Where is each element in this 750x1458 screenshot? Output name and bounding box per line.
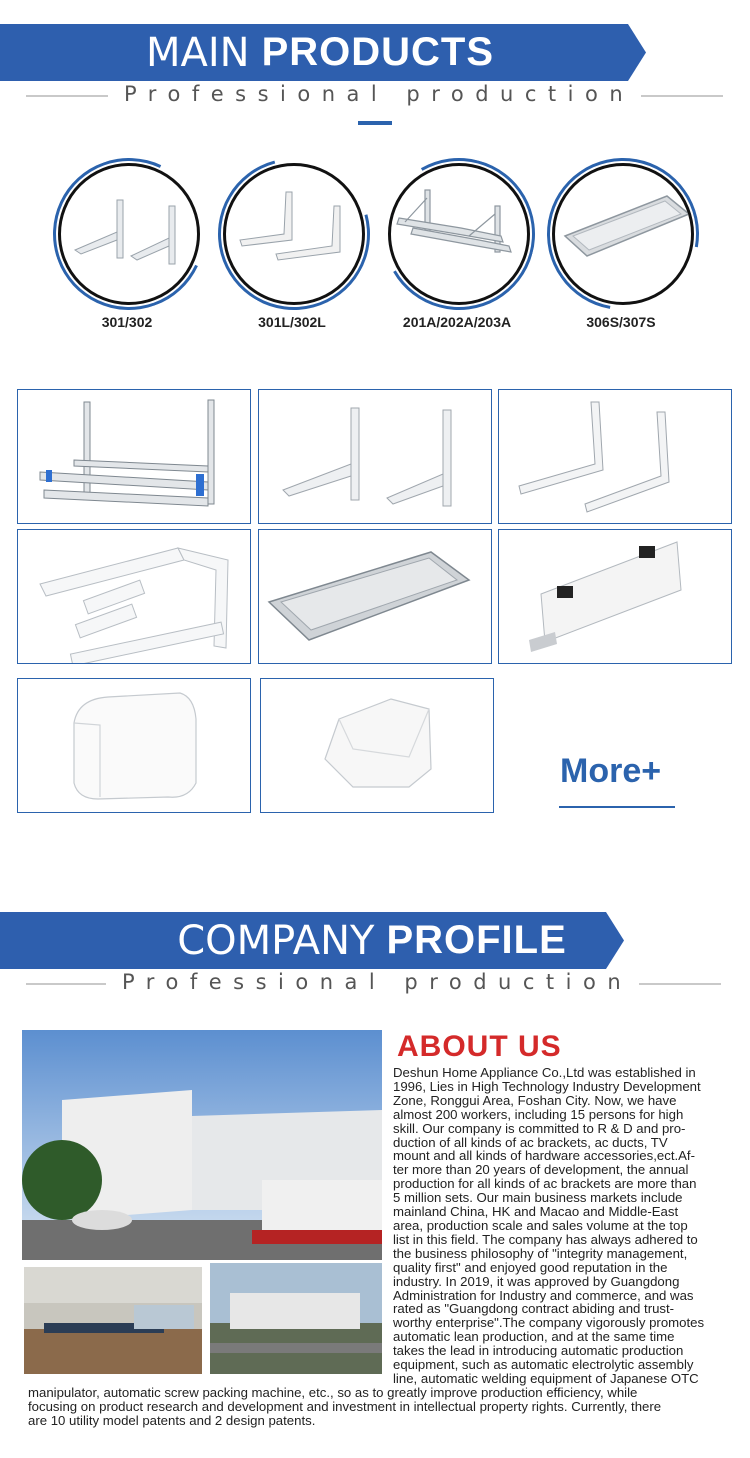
title-bold-text: PROFILE xyxy=(386,918,567,962)
about-line: automatic lean production, and at the same time xyxy=(393,1329,675,1345)
about-text-full xyxy=(28,1386,728,1428)
main-products-subtitle: Professional production xyxy=(124,82,635,106)
more-underline xyxy=(559,806,675,808)
product-card[interactable] xyxy=(17,529,251,664)
product-card[interactable] xyxy=(498,529,732,664)
more-link[interactable]: More+ xyxy=(560,752,662,790)
product-card[interactable] xyxy=(260,678,494,813)
circle-label-301: 301/302 xyxy=(101,314,153,330)
about-line: Zone, Ronggui Area, Foshan City. Now, we have xyxy=(393,1092,677,1108)
factory-aerial-icon xyxy=(210,1263,382,1374)
about-line: almost 200 workers, including 15 persons for high xyxy=(393,1106,684,1122)
drain-tray-icon xyxy=(259,530,491,663)
product-card[interactable] xyxy=(258,529,492,664)
about-line: are 10 utility model patents and 2 design patents. xyxy=(28,1412,316,1428)
company-profile-banner xyxy=(0,912,646,969)
factory-exterior-photo xyxy=(22,1030,382,1260)
product-card[interactable] xyxy=(17,678,251,813)
product-circle-201a[interactable] xyxy=(388,163,530,305)
product-circle-306s[interactable] xyxy=(552,163,694,305)
office-photo xyxy=(24,1267,202,1374)
about-line: takes the lead in introducing automatic production xyxy=(393,1343,684,1359)
divider-line-right xyxy=(639,983,721,985)
about-line: manipulator, automatic screw packing machine, etc., so as to greatly improve production efficiency, while xyxy=(28,1385,638,1400)
wall-bracket-icon xyxy=(226,166,362,302)
adjustable-bracket-icon xyxy=(18,390,250,523)
about-line: Deshun Home Appliance Co.,Ltd was established in xyxy=(393,1065,696,1080)
about-line: line, automatic welding equipment of Japanese OTC xyxy=(393,1370,699,1386)
about-us-title: ABOUT US xyxy=(397,1030,562,1063)
about-line: production for all kinds of ac brackets are more than xyxy=(393,1176,697,1192)
about-line: ter more than 20 years of development, the annual xyxy=(393,1162,689,1178)
title-bold-text: PRODUCTS xyxy=(261,30,495,74)
accent-bar xyxy=(358,121,392,125)
wall-bracket-icon xyxy=(259,390,491,523)
about-line: worthy enterprise".The company vigorously promotes xyxy=(393,1315,705,1331)
duct-cover-icon xyxy=(18,679,250,812)
title-light-text: COMPANY xyxy=(177,917,375,964)
circle-label-306s: 306S/307S xyxy=(586,314,656,330)
circle-label-301l: 301L/302L xyxy=(258,314,326,330)
about-line: industry. In 2019, it was approved by Guangdong xyxy=(393,1273,680,1289)
drain-tray-icon xyxy=(555,166,691,302)
main-products-title xyxy=(0,24,640,81)
company-profile-title xyxy=(0,912,744,969)
about-line: mount and all kinds of hardware accessories,ect.Af- xyxy=(393,1148,695,1164)
product-card[interactable] xyxy=(498,389,732,524)
about-line: mainland China, HK and Macao and Middle-East xyxy=(393,1204,679,1220)
about-line: rated as "Guangdong contract abiding and trust- xyxy=(393,1301,675,1317)
about-line: the business philosophy of "integrity management, xyxy=(393,1245,688,1261)
about-line: focusing on product research and development and investment in intellectual property rights. Currently, there xyxy=(28,1398,662,1414)
duct-kit-icon xyxy=(18,530,250,663)
mount-block-icon xyxy=(499,530,731,663)
steel-bracket-icon xyxy=(391,166,527,302)
product-circle-301l[interactable] xyxy=(223,163,365,305)
product-card[interactable] xyxy=(17,389,251,524)
divider-line-right xyxy=(641,95,723,97)
about-line: 1996, Lies in High Technology Industry Development xyxy=(393,1078,701,1094)
wall-bracket-icon xyxy=(61,166,197,302)
about-line: area, production scale and sales volume at the top xyxy=(393,1217,688,1233)
title-light-text: MAIN xyxy=(145,29,250,76)
about-line: list in this field. The company has always adhered to xyxy=(393,1231,698,1247)
factory-aerial-photo xyxy=(210,1263,382,1374)
product-circle-301[interactable] xyxy=(58,163,200,305)
about-text-right xyxy=(393,1066,733,1386)
divider-line-left xyxy=(26,983,106,985)
wall-bracket-icon xyxy=(499,390,731,523)
office-interior-icon xyxy=(24,1267,202,1374)
about-line: quality first" and enjoyed good reputation in the xyxy=(393,1259,668,1275)
main-products-banner xyxy=(0,24,646,81)
product-card[interactable] xyxy=(258,389,492,524)
duct-elbow-icon xyxy=(261,679,493,812)
about-line: equipment, such as automatic electrolytic assembly xyxy=(393,1357,694,1373)
about-line: duction of all kinds of ac brackets, ac ducts, TV xyxy=(393,1134,668,1150)
about-line: skill. Our company is committed to R & D and pro- xyxy=(393,1120,686,1136)
divider-line-left xyxy=(26,95,108,97)
about-line: Administration for Industry and commerce, and was xyxy=(393,1287,694,1303)
factory-building-icon xyxy=(22,1030,382,1260)
about-line: 5 million sets. Our main business markets include xyxy=(393,1190,683,1206)
circle-label-201a: 201A/202A/203A xyxy=(402,314,512,330)
company-profile-subtitle: Professional production xyxy=(122,970,633,994)
